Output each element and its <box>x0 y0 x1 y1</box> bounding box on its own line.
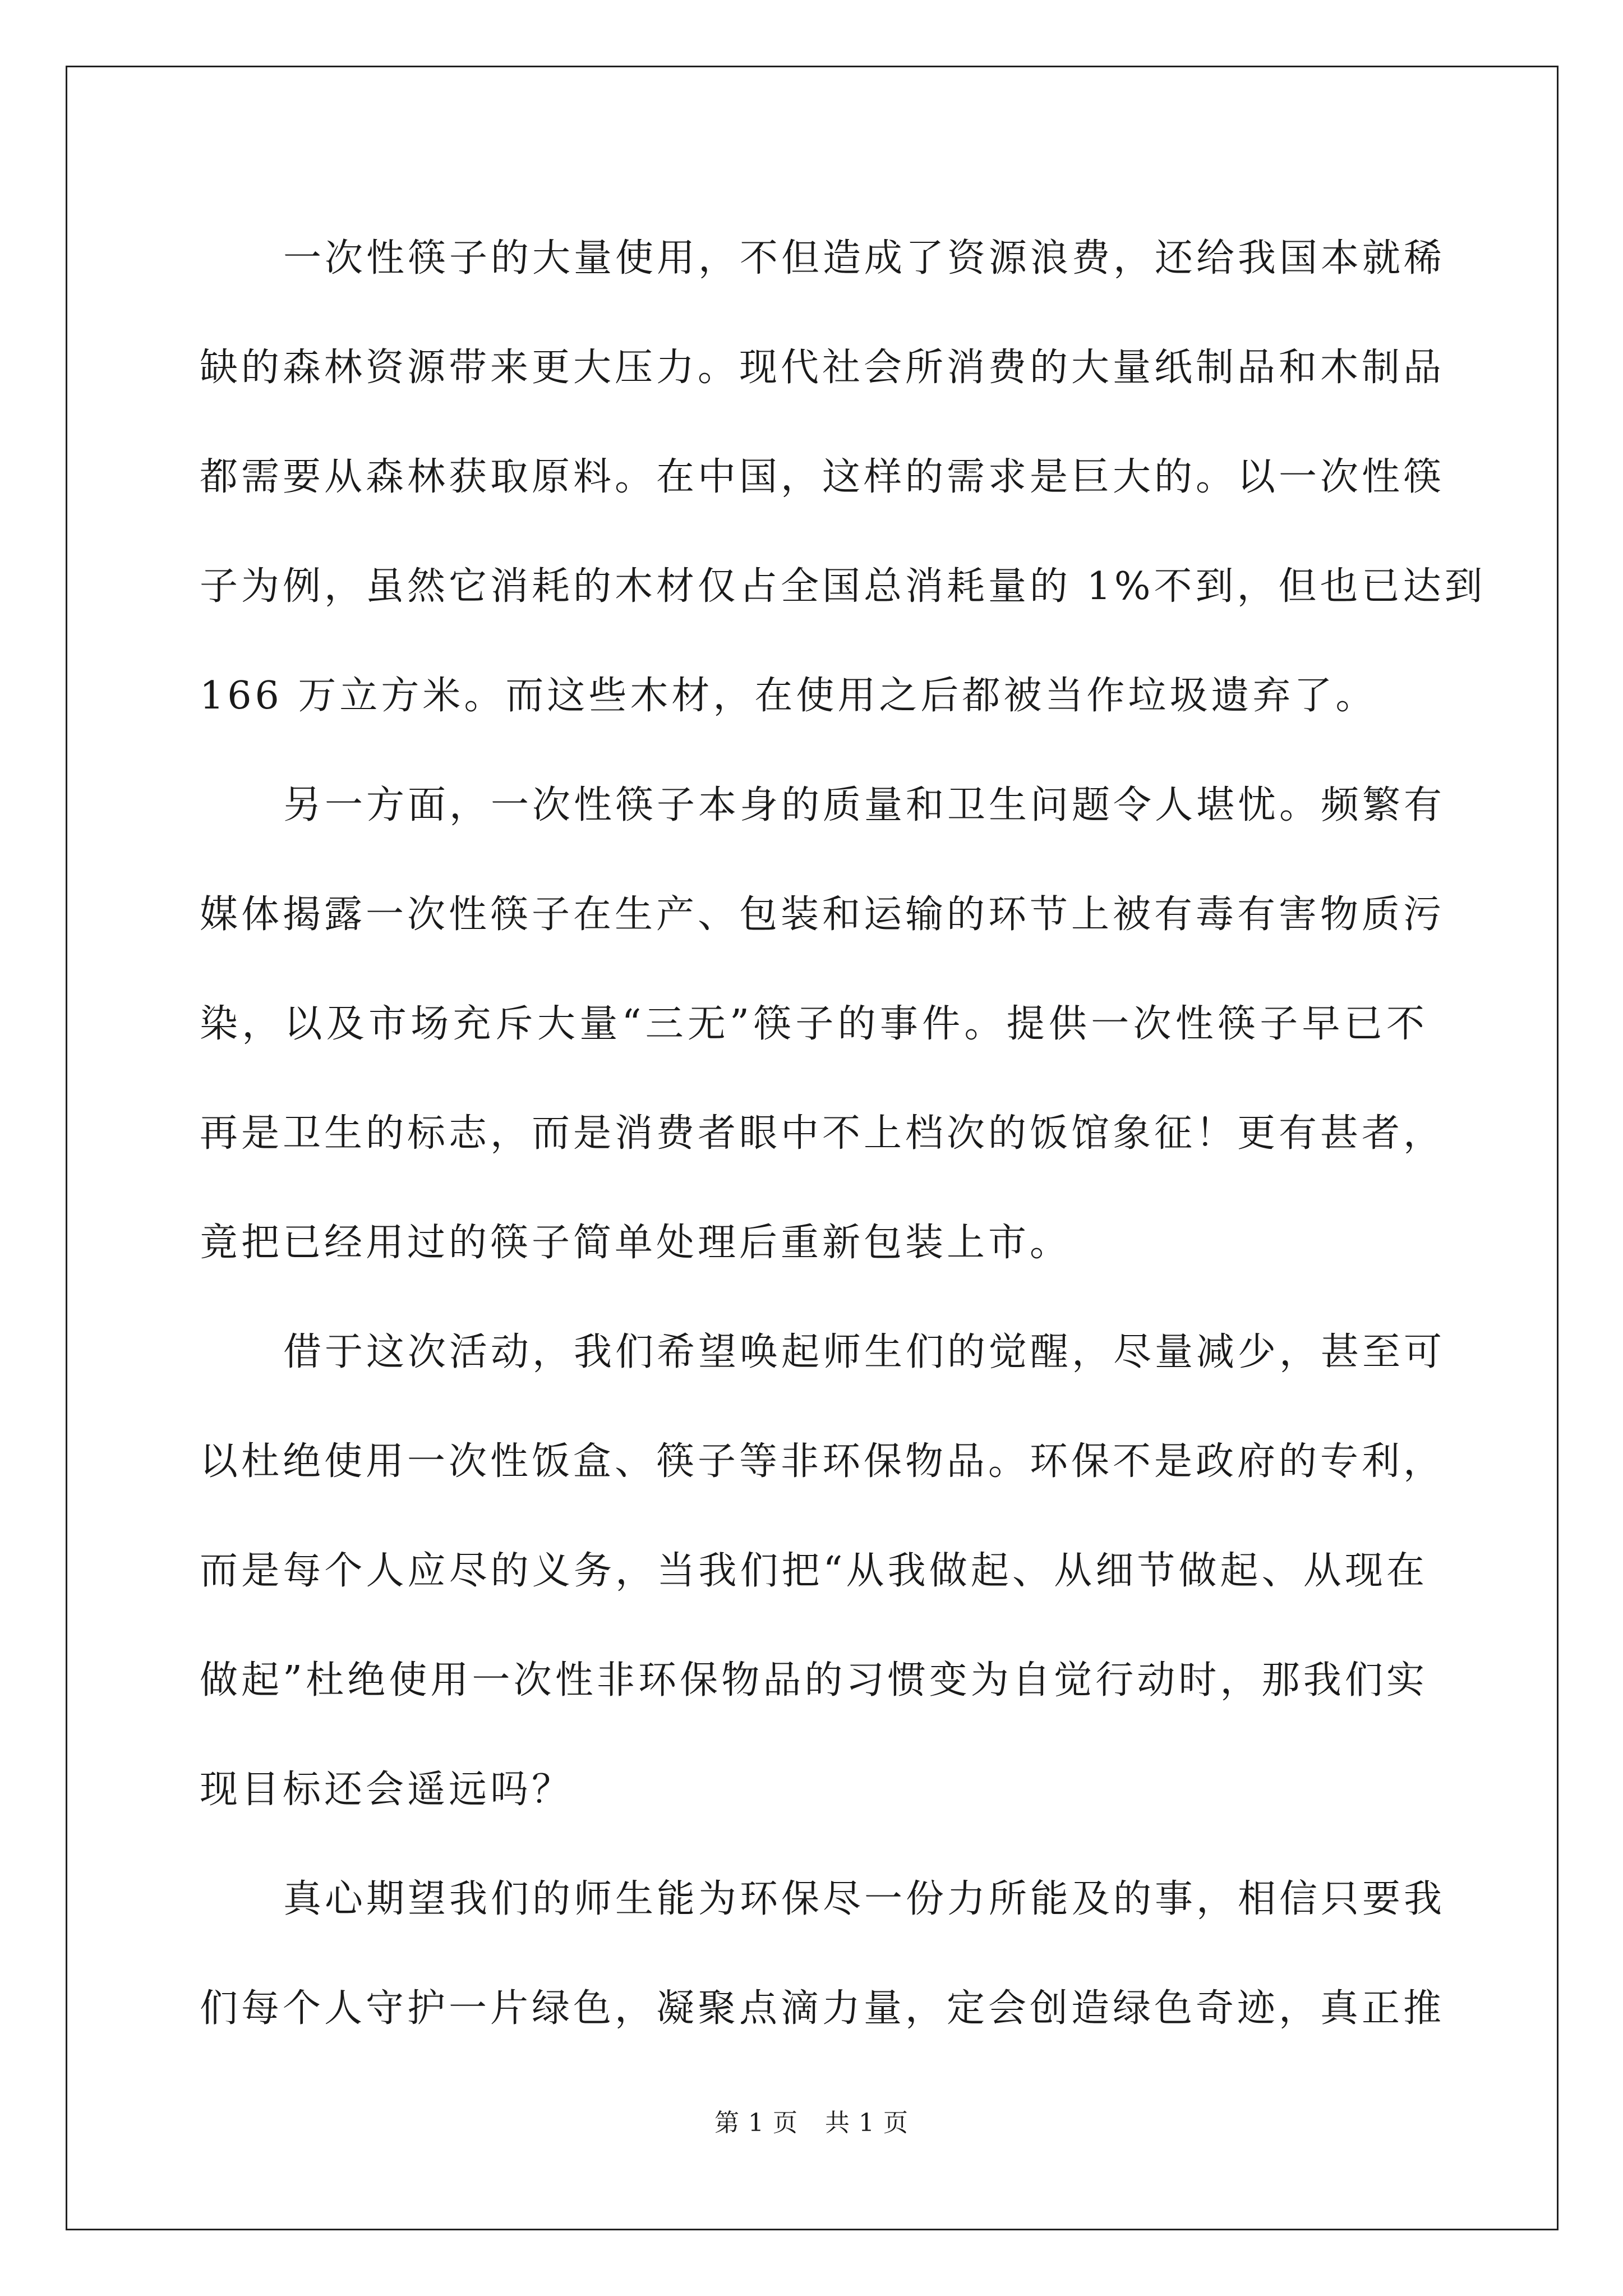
page-footer <box>0 2102 1623 2138</box>
text-line: 缺的森林资源带来更大压力。现代社会所消费的大量纸制品和木制品 <box>200 346 1445 390</box>
text-line: 再是卫生的标志，而是消费者眼中不上档次的饭馆象征！更有甚者， <box>200 1111 1445 1156</box>
text-line: 做起”杜绝使用一次性非环保物品的习惯变为自觉行动时，那我们实 <box>200 1658 1428 1703</box>
text-line: 竟把已经用过的筷子简单处理后重新包装上市。 <box>200 1221 1072 1265</box>
text-line: 子为例，虽然它消耗的木材仅占全国总消耗量的 1%不到，但也已达到 <box>200 564 1486 609</box>
text-line: 媒体揭露一次性筷子在生产、包装和运输的环节上被有毒有害物质污 <box>200 892 1445 937</box>
text-line: 166 万立方米。而这些木材，在使用之后都被当作垃圾遗弃了。 <box>200 674 1377 718</box>
text-line: 而是每个人应尽的义务，当我们把“从我做起、从细节做起、从现在 <box>200 1549 1428 1593</box>
text-line: 们每个人守护一片绿色，凝聚点滴力量，定会创造绿色奇迹，真正推 <box>200 1986 1445 2031</box>
text-line: 现目标还会遥远吗？ <box>200 1768 574 1812</box>
text-line: 真心期望我们的师生能为环保尽一份力所能及的事，相信只要我 <box>283 1877 1446 1921</box>
text-line: 以杜绝使用一次性饭盒、筷子等非环保物品。环保不是政府的专利， <box>200 1439 1445 1484</box>
page-total: 共 1 页 <box>825 2109 909 2137</box>
text-line: 染，以及市场充斥大量“三无”筷子的事件。提供一次性筷子早已不 <box>200 1002 1428 1046</box>
text-line: 借于这次活动，我们希望唤起师生们的觉醒，尽量减少，甚至可 <box>283 1330 1446 1374</box>
text-line: 另一方面，一次性筷子本身的质量和卫生问题令人堪忧。频繁有 <box>283 783 1446 827</box>
page-number: 第 1 页 <box>714 2109 798 2137</box>
document-body <box>200 204 1486 2063</box>
text-line: 一次性筷子的大量使用，不但造成了资源浪费，还给我国本就稀 <box>283 236 1446 280</box>
text-line: 都需要从森林获取原料。在中国，这样的需求是巨大的。以一次性筷 <box>200 455 1445 499</box>
